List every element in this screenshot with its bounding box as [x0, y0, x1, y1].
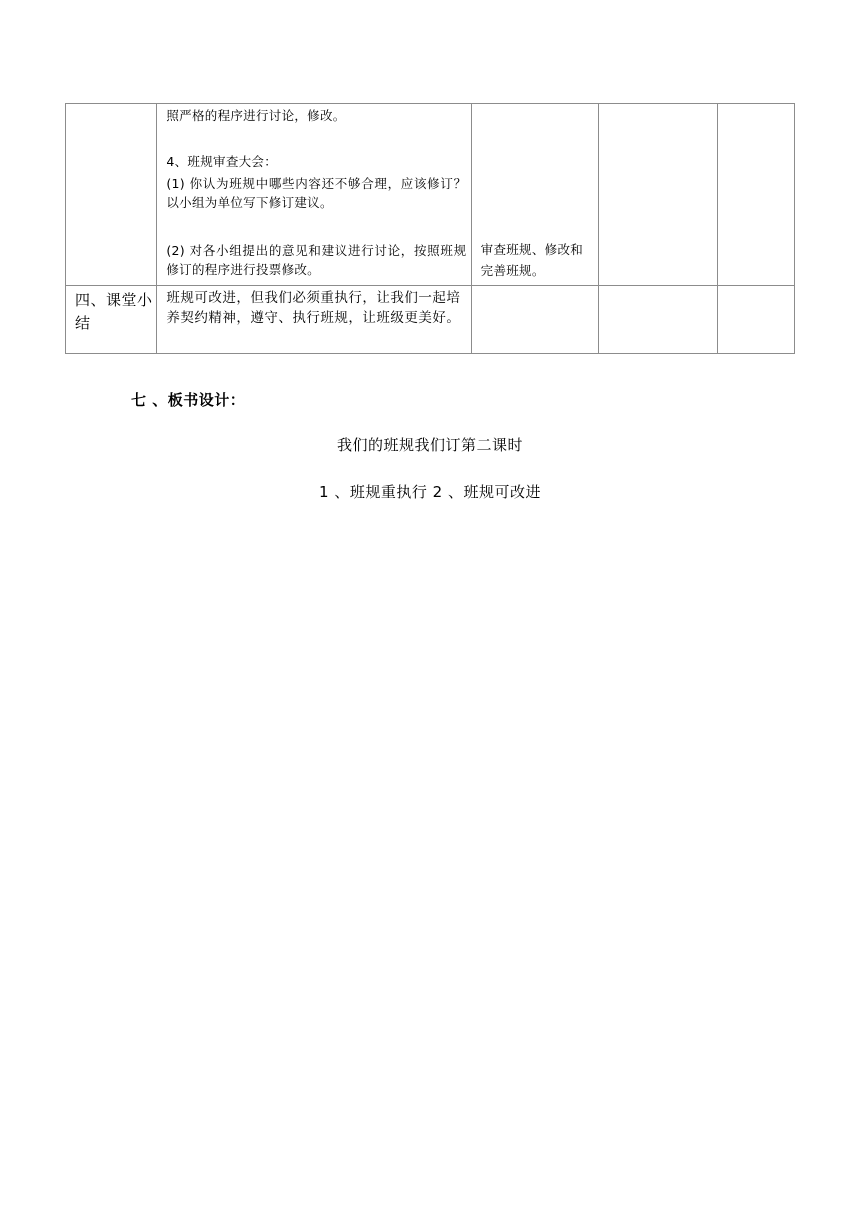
activity-item-1: (1) 你认为班规中哪些内容还不够合理，应该修订？ 以小组为单位写下修订建议。 [166, 176, 467, 210]
table-row [66, 104, 795, 286]
board-title: 我们的班规我们订第二课时 [336, 436, 523, 454]
activity-text: 照严格的程序进行讨论，修改。 [166, 108, 346, 123]
activity-subheading: 4、班规审查大会： [166, 154, 278, 169]
activity-cell [157, 286, 471, 354]
stage-label: 四、课堂小结 [75, 291, 153, 332]
board-design-heading: 七 、板书设计： [131, 391, 246, 409]
activity-item-2: (2) 对各小组提出的意见和建议进行讨论，按照班规修订的程序进行投票修改。 [166, 243, 467, 277]
design-intent-cell [471, 286, 599, 354]
design-intent-cell [471, 104, 599, 286]
summary-text: 班规可改进，但我们必须重执行，让我们一起培养契约精神，遵守、执行班规，让班级更美好。 [166, 290, 461, 326]
activity-cell [157, 104, 471, 286]
stage-cell [66, 286, 157, 354]
empty-cell [599, 286, 717, 354]
stage-cell [66, 104, 157, 286]
board-points: 1 、班规重执行 2 、班规可改进 [319, 483, 541, 501]
design-intent-text: 审查班规、修改和完善班规。 [480, 242, 584, 278]
empty-cell [717, 286, 794, 354]
lesson-plan-table [65, 103, 795, 354]
empty-cell [717, 104, 794, 286]
empty-cell [599, 104, 717, 286]
table-row [66, 286, 795, 354]
